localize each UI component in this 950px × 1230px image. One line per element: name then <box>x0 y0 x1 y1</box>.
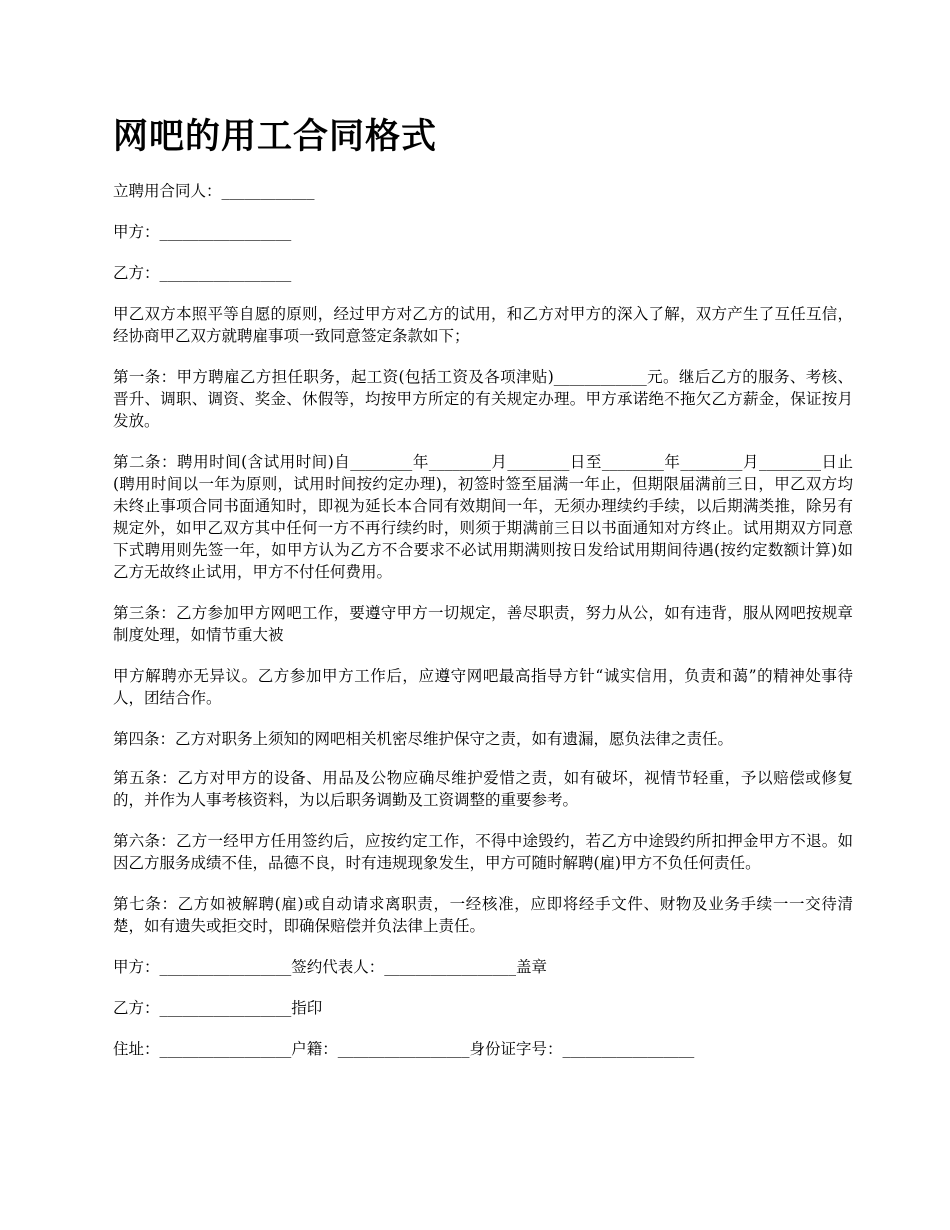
paragraph-article-5: 第五条：乙方对甲方的设备、用品及公物应确尽维护爱惜之责，如有破坏，视情节轻重，予以赔偿或修复的，并作为人事考核资料，为以后职务调勤及工资调整的重要参考。 <box>113 769 853 809</box>
paragraph-party-b: 乙方：_________________ <box>113 264 292 282</box>
paragraph-article-3-continued: 甲方解聘亦无异议。乙方参加甲方工作后，应遵守网吧最高指导方针“诚实信用，负责和蔼”的精神处事待人，团结合作。 <box>113 667 853 707</box>
paragraph-appointee: 立聘用合同人：____________ <box>113 182 315 200</box>
paragraph-article-6: 第六条：乙方一经甲方任用签约后，应按约定工作，不得中途毁约，若乙方中途毁约所扣押金甲方不退。如因乙方服务成绩不佳，品德不良，时有违规现象发生，甲方可随时解聘(雇)甲方不负任何责任。 <box>113 832 853 872</box>
paragraph-article-4: 第四条：乙方对职务上须知的网吧相关机密尽维护保守之责，如有遗漏，愿负法律之责任。 <box>113 730 734 748</box>
document-page <box>113 114 853 1079</box>
paragraph-preamble: 甲乙双方本照平等自愿的原则，经过甲方对乙方的试用，和乙方对甲方的深入了解，双方产生了互任互信，经协商甲乙双方就聘雇事项一致同意签定条款如下； <box>113 305 853 345</box>
paragraph-article-7: 第七条：乙方如被解聘(雇)或自动请求离职责，一经核准，应即将经手文件、财物及业务手续一一交待清楚，如有遗失或拒交时，即确保赔偿并负法律上责任。 <box>113 895 853 935</box>
signature-line-party-a: 甲方：_________________签约代表人：_________________盖章 <box>113 958 548 976</box>
address-line: 住址：_________________户籍：_________________身份证字号：_________________ <box>113 1040 695 1058</box>
document-title: 网吧的用工合同格式 <box>113 116 438 157</box>
paragraph-article-2: 第二条：聘用时间(含试用时间)自________年________月________日至________年________月________日止(聘用时间以一年为原则，试用时间按约定办理)，初签时签至届满一年止，但期限届满前三日，甲乙双方均未终止事项合同书面通知时，即视为延长本合同有效期间一年，无须办理续约手续，以后期满类推，除另有规定外，如甲乙双方其中任何一方不再行续约时，则须于期满前三日以书面通知对方终止。试用期双方同意下式聘用则先签一年，如甲方认为乙方不合要求不必试用期满则按日发给试用期间待遇(按约定数额计算)如乙方无故终止试用，甲方不付任何费用。 <box>113 453 853 581</box>
signature-line-party-b: 乙方：_________________指印 <box>113 999 323 1017</box>
paragraph-article-3: 第三条：乙方参加甲方网吧工作，要遵守甲方一切规定，善尽职责，努力从公，如有违背，服从网吧按规章制度处理，如情节重大被 <box>113 604 853 644</box>
paragraph-article-1: 第一条：甲方聘雇乙方担任职务，起工资(包括工资及各项津贴)____________元。继后乙方的服务、考核、晋升、调职、调资、奖金、休假等，均按甲方所定的有关规定办理。甲方承诺绝不拖欠乙方薪金，保证按月发放。 <box>113 368 853 430</box>
paragraph-party-a: 甲方：_________________ <box>113 223 292 241</box>
